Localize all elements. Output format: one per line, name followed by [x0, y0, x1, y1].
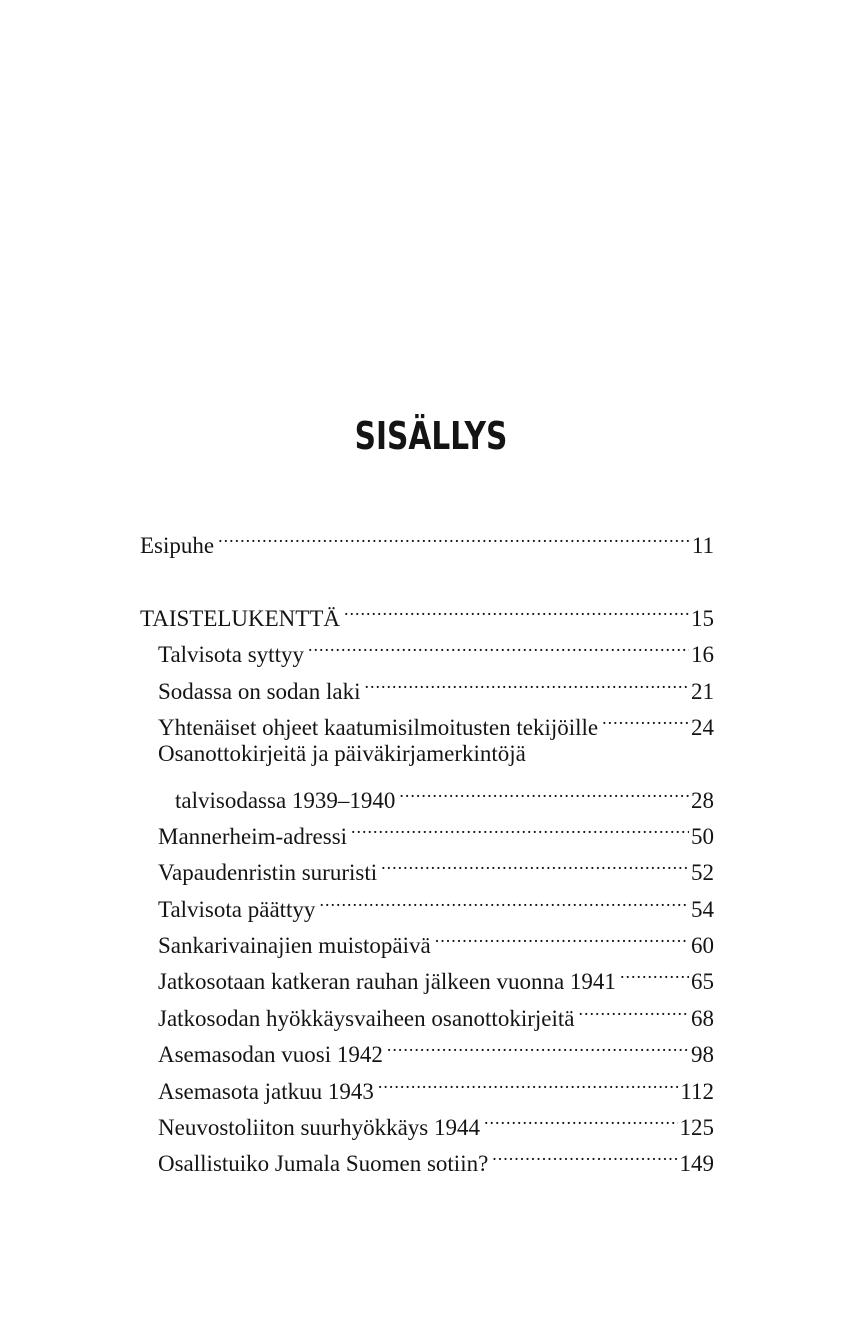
- toc-entry-page: 68: [691, 1006, 714, 1031]
- toc-entry-label: Neuvostoliiton suurhyökkäys 1944: [158, 1115, 480, 1140]
- toc-entry-label: Sankarivainajien muistopäivä: [158, 933, 431, 958]
- toc-entry-label: Esipuhe: [140, 533, 215, 558]
- toc-entry[interactable]: [158, 919, 714, 958]
- toc-entry-label: Asemasodan vuosi 1942: [158, 1042, 383, 1067]
- toc-entry-page: 60: [691, 933, 714, 958]
- toc-entry-page: 112: [680, 1079, 714, 1104]
- toc-entry-page: 21: [691, 679, 714, 704]
- toc-leader-dots: [319, 883, 689, 917]
- toc-entry-continuation[interactable]: [175, 774, 714, 813]
- toc-entry-label: Talvisota päättyy: [158, 897, 316, 922]
- toc-entry-page: 16: [691, 642, 714, 667]
- toc-leader-dots: [351, 810, 689, 844]
- toc-entry[interactable]: [158, 1137, 714, 1176]
- toc-leader-dots: [218, 519, 690, 553]
- toc-entry-page: 125: [679, 1115, 714, 1140]
- toc-entry-label: Yhtenäiset ohjeet kaatumisilmoitusten tekijöille: [158, 715, 599, 740]
- toc-leader-dots: [365, 665, 689, 699]
- toc-entry[interactable]: [158, 1065, 714, 1104]
- toc-entry-page: 54: [691, 897, 714, 922]
- toc-entry-label: Jatkosotaan katkeran rauhan jälkeen vuonna 1941: [158, 969, 616, 994]
- toc-entry-label: TAISTELUKENTTÄ: [140, 606, 341, 631]
- toc-entry-label: Osallistuiko Jumala Suomen sotiin?: [158, 1151, 489, 1176]
- toc-leader-dots: [308, 628, 689, 662]
- toc-entry-esipuhe[interactable]: [140, 519, 714, 558]
- toc-entry-label: Vapaudenristin sururisti: [158, 860, 378, 885]
- toc-entry-page: 28: [691, 788, 714, 813]
- toc-leader-dots: [399, 774, 689, 808]
- toc-entry-page: 98: [691, 1042, 714, 1067]
- toc-entry-label: Osanottokirjeitä ja päiväkirjamerkintöjä: [158, 741, 526, 766]
- toc-entry-label: Asemasota jatkuu 1943: [158, 1079, 374, 1104]
- toc-entry-page: 65: [691, 969, 714, 994]
- toc-leader-dots: [378, 1065, 678, 1099]
- toc-entry-page: 52: [691, 860, 714, 885]
- toc-entry-first-line[interactable]: [158, 737, 714, 771]
- toc-leader-dots: [620, 955, 689, 989]
- toc-entry-label: Mannerheim-adressi: [158, 824, 348, 849]
- toc-entry-page: 24: [691, 715, 714, 740]
- toc-leader-dots: [492, 1137, 677, 1171]
- toc-entry[interactable]: [158, 701, 714, 740]
- toc-entry-page: 149: [679, 1151, 714, 1176]
- toc-leader-dots: [602, 701, 689, 735]
- toc-entry[interactable]: [158, 955, 714, 994]
- toc-entry[interactable]: [158, 665, 714, 704]
- toc-entry[interactable]: [158, 810, 714, 849]
- toc-entry[interactable]: [158, 846, 714, 885]
- toc-leader-dots: [484, 1101, 678, 1135]
- toc-leader-dots: [578, 992, 689, 1026]
- toc-entry[interactable]: [158, 992, 714, 1031]
- toc-entry[interactable]: [158, 1028, 714, 1067]
- toc-entry-label: talvisodassa 1939–1940: [175, 788, 396, 813]
- toc-entry-page: 11: [691, 533, 714, 558]
- page-title: SISÄLLYS: [354, 414, 508, 458]
- toc-leader-dots: [435, 919, 689, 953]
- toc-entry-page: 50: [691, 824, 714, 849]
- toc-entry[interactable]: [158, 1101, 714, 1140]
- toc-entry[interactable]: [158, 628, 714, 667]
- toc-leader-dots: [387, 1028, 689, 1062]
- toc-leader-dots: [344, 592, 689, 626]
- toc-entry[interactable]: [158, 883, 714, 922]
- toc-entry-label: Jatkosodan hyökkäysvaiheen osanottokirjeitä: [158, 1006, 575, 1031]
- toc-entry-label: Sodassa on sodan laki: [158, 679, 361, 704]
- toc-section-taistelukentta[interactable]: [140, 592, 714, 631]
- toc-leader-dots: [381, 846, 689, 880]
- toc-entry-page: 15: [691, 606, 714, 631]
- toc-entry-label: Talvisota syttyy: [158, 642, 304, 667]
